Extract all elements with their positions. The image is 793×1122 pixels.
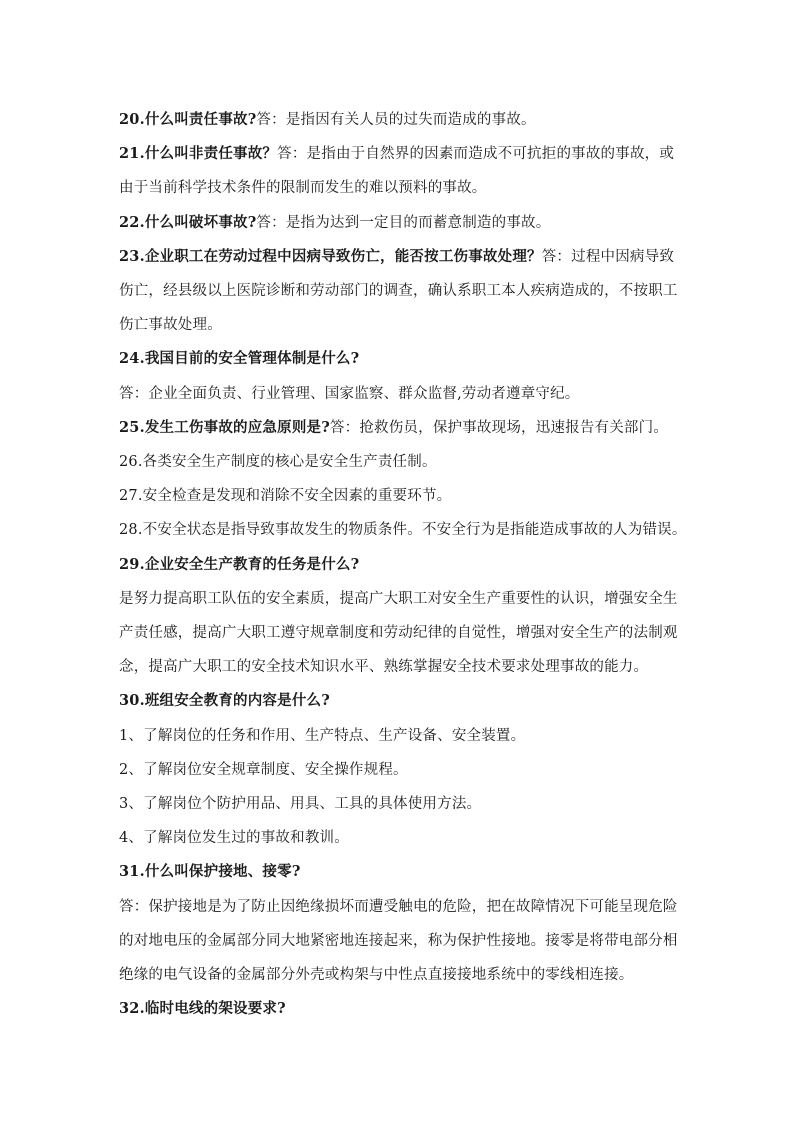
question-heading: 30.班组安全教育的内容是什么? bbox=[119, 692, 330, 710]
text-line bbox=[119, 753, 683, 787]
answer-text: 答：企业全面负责、行业管理、国家监察、群众监督,劳动者遵章守纪。 bbox=[119, 385, 580, 402]
question-heading: 20.什么叫责任事故? bbox=[119, 111, 257, 128]
question-heading: 21.什么叫非责任事故？ bbox=[119, 145, 278, 163]
answer-text: 答：保护接地是为了防止因绝缘损坏而遭受触电的危险，把在故障情况下可能呈现危险 bbox=[119, 898, 678, 915]
answer-text: 绝缘的电气设备的金属部分外壳或构架与中性点直接接地系统中的零线相连接。 bbox=[119, 967, 634, 984]
text-line bbox=[119, 992, 683, 1026]
text-line bbox=[119, 890, 683, 924]
text-line bbox=[119, 855, 683, 889]
question-heading: 29.企业安全生产教育的任务是什么? bbox=[119, 555, 360, 573]
text-line bbox=[119, 582, 683, 616]
text-line bbox=[119, 821, 683, 855]
text-line bbox=[119, 274, 683, 308]
text-line bbox=[119, 445, 683, 479]
answer-text: 26.各类安全生产制度的核心是安全生产责任制。 bbox=[119, 454, 437, 471]
text-line bbox=[119, 377, 683, 411]
text-line bbox=[119, 479, 683, 513]
text-line bbox=[119, 411, 683, 445]
text-line bbox=[119, 958, 683, 992]
text-line bbox=[119, 137, 683, 171]
text-line bbox=[119, 650, 683, 684]
question-heading: 25.发生工伤事故的应急原则是? bbox=[119, 418, 330, 436]
answer-text: 念，提高广大职工的安全技术知识水平、熟练掌握安全技术要求处理事故的能力。 bbox=[119, 659, 649, 676]
question-heading: 31.什么叫保护接地、接零? bbox=[119, 863, 301, 881]
question-heading: 22.什么叫破坏事故? bbox=[119, 213, 257, 231]
text-line bbox=[119, 616, 683, 650]
text-line bbox=[119, 171, 683, 205]
text-line bbox=[119, 924, 683, 958]
answer-text: 的对地电压的金属部分同大地紧密地连接起来，称为保护性接地。接零是将带电部分相 bbox=[119, 932, 678, 949]
text-line bbox=[119, 206, 683, 240]
answer-text: 伤亡，经县级以上医院诊断和劳动部门的调查，确认系职工本人疾病造成的，不按职工 bbox=[119, 283, 678, 300]
text-line bbox=[119, 103, 683, 137]
answer-text: 1、了解岗位的任务和作用、生产特点、生产设备、安全装置。 bbox=[119, 727, 526, 744]
answer-text: 28.不安全状态是指导致事故发生的物质条件。不安全行为是指能造成事故的人为错误。 bbox=[119, 522, 687, 539]
answer-text: 伤亡事故处理。 bbox=[119, 317, 222, 334]
answer-text: 答：是指由于自然界的因素而造成不可抗拒的事故的事故，或 bbox=[277, 146, 675, 163]
answer-text: 产责任感，提高广大职工遵守规章制度和劳动纪律的自觉性，增强对安全生产的法制观 bbox=[119, 625, 678, 642]
answer-text: 27.安全检查是发现和消除不安全因素的重要环节。 bbox=[119, 488, 452, 505]
text-line bbox=[119, 513, 687, 547]
question-heading: 24.我国目前的安全管理体制是什么? bbox=[119, 350, 360, 368]
answer-text: 答：抢救伤员，保护事故现场，迅速报告有关部门。 bbox=[329, 419, 669, 436]
text-line bbox=[119, 787, 683, 821]
answer-text: 答：是指为达到一定目的而蓄意制造的事故。 bbox=[256, 214, 551, 231]
answer-text: 是努力提高职工队伍的安全素质，提高广大职工对安全生产重要性的认识，增强安全生 bbox=[119, 590, 678, 607]
text-line bbox=[119, 548, 683, 582]
text-line bbox=[119, 240, 683, 274]
answer-text: 3、了解岗位个防护用品、用具、工具的具体使用方法。 bbox=[119, 796, 482, 813]
question-heading: 32.临时电线的架设要求? bbox=[119, 1000, 286, 1018]
answer-text: 2、了解岗位安全规章制度、安全操作规程。 bbox=[119, 761, 408, 778]
answer-text: 答：过程中因病导致 bbox=[541, 248, 675, 265]
text-line bbox=[119, 719, 683, 753]
answer-text: 由于当前科学技术条件的限制而发生的难以预料的事故。 bbox=[119, 180, 487, 197]
question-heading: 23.企业职工在劳动过程中因病导致伤亡，能否按工伤事故处理？ bbox=[119, 247, 542, 265]
answer-text: 答：是指因有关人员的过失而造成的事故。 bbox=[256, 112, 536, 128]
text-line bbox=[119, 342, 683, 376]
text-line bbox=[119, 684, 683, 718]
answer-text: 4、了解岗位发生过的事故和教训。 bbox=[119, 830, 349, 847]
text-line bbox=[119, 308, 683, 342]
